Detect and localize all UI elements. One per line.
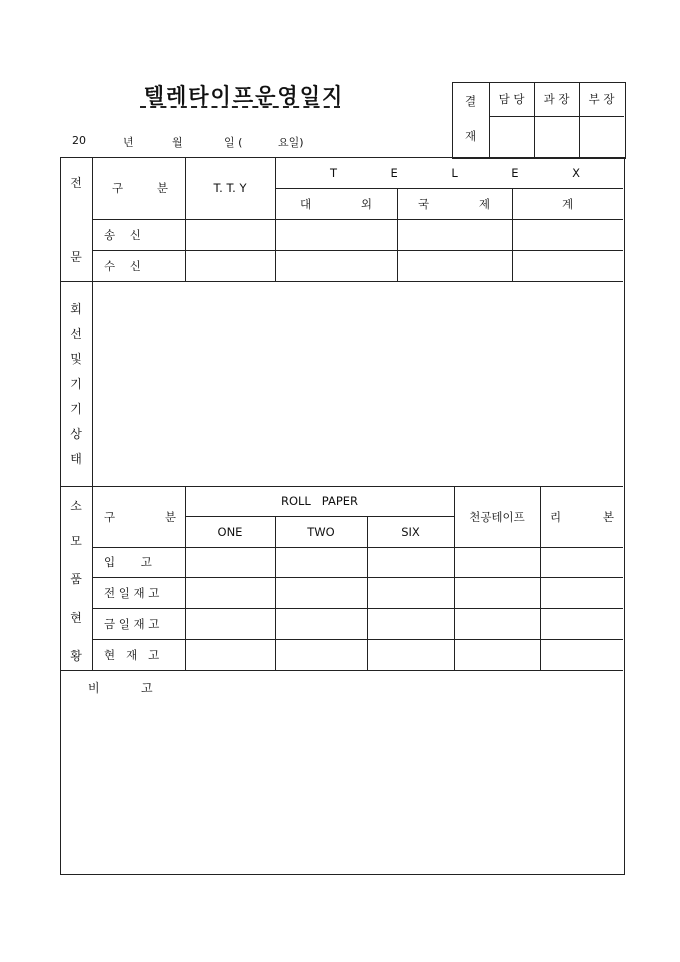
perforated-tape-header: 천공테이프 [469, 509, 525, 524]
ribbon-header: 리 본 [550, 509, 614, 524]
approval-col-manager: 부 장 [588, 92, 615, 106]
date-weekday: 요일) [278, 136, 304, 149]
remarks-label-left: 비 [88, 681, 100, 695]
send-international-input[interactable] [398, 220, 512, 250]
receive-international-input[interactable] [398, 251, 512, 281]
telex-letter: L [451, 165, 458, 180]
approval-col-staff: 담 당 [498, 92, 525, 106]
receive-total-input[interactable] [513, 251, 623, 281]
consumables-side-char: 모 [70, 534, 82, 548]
message-side-bottom: 문 [70, 250, 82, 264]
line-status-notes-area[interactable] [93, 282, 623, 486]
approval-col-section-chief: 과 장 [543, 92, 570, 106]
consumables-side-char: 품 [70, 572, 82, 586]
telex-letter: E [390, 165, 398, 180]
line-status-char: 선 [70, 327, 82, 341]
roll-paper-header: ROLL PAPER [280, 494, 359, 508]
receive-domestic-input[interactable] [276, 251, 397, 281]
date-day: 일 ( [224, 136, 243, 149]
telex-sub-total: 계 [561, 196, 574, 211]
consumables-side-char: 현 [70, 611, 82, 625]
send-total-input[interactable] [513, 220, 623, 250]
remarks-label-right: 고 [141, 681, 153, 695]
line-status-char: 회 [70, 302, 82, 316]
roll-paper-size-six: SIX [401, 524, 420, 539]
telex-letter: T [330, 165, 338, 180]
receive-tty-input[interactable] [186, 251, 275, 281]
message-header-tty: T. T. Y [213, 181, 247, 195]
send-tty-input[interactable] [186, 220, 275, 250]
title-underline [140, 106, 340, 108]
telex-letter: E [511, 165, 519, 180]
approval-label-bottom: 재 [464, 129, 477, 143]
telex-sub-domestic: 대 외 [300, 196, 372, 211]
roll-paper-size-one: ONE [217, 524, 243, 539]
approval-sign-section-chief[interactable] [535, 117, 579, 156]
date-year-prefix: 20 [72, 134, 86, 147]
consumables-row-label: 금 일 재 고 [104, 616, 160, 631]
line-status-char: 및 [70, 352, 82, 366]
line-status-char: 상 [70, 427, 82, 441]
date-year: 년 [123, 136, 134, 149]
consumables-header-category: 구 분 [104, 509, 176, 524]
document-title: 텔레타이프운영일지 [143, 83, 345, 108]
remarks-area[interactable] [61, 698, 623, 872]
approval-label-top: 결 [464, 94, 477, 108]
consumables-entry-grid[interactable] [186, 548, 623, 670]
message-header-category: 구 분 [112, 181, 168, 195]
approval-sign-staff[interactable] [490, 117, 534, 156]
send-domestic-input[interactable] [276, 220, 397, 250]
roll-paper-size-two: TWO [307, 524, 335, 539]
message-row-receive: 수 신 [104, 258, 141, 273]
line-status-char: 기 [70, 402, 82, 416]
telex-sub-international: 국 제 [418, 196, 490, 211]
message-row-send: 송 신 [104, 227, 141, 242]
line-status-char: 기 [70, 377, 82, 391]
line-status-char: 태 [70, 452, 82, 466]
consumables-row-label: 현 재 고 [104, 647, 160, 662]
consumables-side-char: 황 [70, 649, 82, 663]
message-side-top: 전 [70, 176, 82, 190]
consumables-side-char: 소 [70, 499, 82, 513]
telex-letter: X [572, 165, 580, 180]
approval-sign-manager[interactable] [580, 117, 623, 156]
consumables-row-label: 입 고 [104, 555, 152, 569]
date-month: 월 [172, 136, 183, 149]
telex-header [330, 157, 580, 188]
consumables-row-label: 전 일 재 고 [104, 585, 160, 600]
